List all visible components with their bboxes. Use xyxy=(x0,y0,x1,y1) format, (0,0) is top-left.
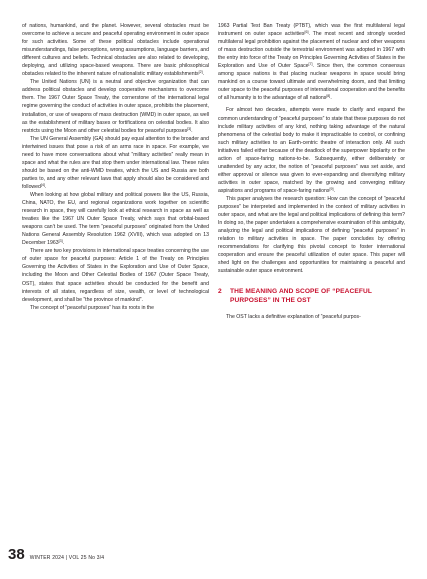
section-title: THE MEANING AND SCOPE OF “PEACEFUL PURPOSES” IN THE OST xyxy=(230,288,372,305)
section-number: 2 xyxy=(218,288,222,296)
paragraph: There are two key provisions in international space treaties concerning the use of outer space for peaceful purposes: Article 1 of the Treaty on Principles Governing the Activities of States in the Exploration and Use of Outer Space, including the Moon and Other Celestial Bodies of 1967 (Outer Space Treaty, OST), states that space activities should be conducted for the benefit and interests of all states, regardless of size, wealth, or level of technological development, and shall be “the province of mankind”. xyxy=(22,248,209,303)
paragraph: of nations, humankind, and the planet. However, several obstacles must be overcome to achieve a secure and peaceful operating environment in outer space for such activities. Some of these political obstacles include operational misunderstandings, false perceptions, wrong assumptions, language barriers, and different cultures and beliefs. Technical obstacles are also related to developing, deploying, and utilizing space-based weapons. There are basic philosophical obstacles related to the inherent nature of nationalistic military establishments[2]. xyxy=(22,23,209,78)
paragraph: For almost two decades, attempts were made to clarify and expand the common understanding of “peaceful purposes” to state that these purposes do not include military activities of any kind, nothing taking advantage of the natural phenomena of the celestial body to make it impracticable to control, or confining such military activities to an Earth-centric theatre of interaction only. All such initiatives failed either because of the deadlock of the superpower bipolarity or the action of space-faring nations-to-be. Subsequently, either deliberately or unattended by any actor, the notion of “peaceful purposes” was set aside, and either approval or silence was given to ever-expanding and diversifying military activities in outer space, matched by the growing and converging military aspirations and programs of space-faring nations[9]. xyxy=(218,107,405,194)
paragraph: The United Nations (UN) is a neutral and objective organization that can address political obstacles and develop cooperative mechanisms to overcome them. The 1967 Outer Space Treaty, the cornerstone of the international legal regime governing the conduct of activities in outer space, prohibits the placement, installation, or use of weapons of mass destruction (WMD) in outer space, as well as the establishment of military bases or fortifications on celestial bodies. It also restricts using the Moon and other celestial bodies for peaceful purposes[3]. xyxy=(22,79,209,134)
paragraph: When looking at how global military and political powers like the US, Russia, China, NATO, the EU, and regional organizations work together on scientific research in space, they will carefully look at ethical research in space as well as treaties like the 1967 UN Outer Space Treaty, which says that orbital-based weapons can’t be used. The term “peaceful purposes” originated from the United Nations General Assembly Resolution 1962 (XVIII), which was adopted on 13 December 1963[3]. xyxy=(22,191,209,247)
page-number: 38 xyxy=(8,546,25,563)
paragraph: The OST lacks a definitive explanation of “peaceful purpos- xyxy=(226,314,361,321)
paragraph: 1963 Partial Test Ban Treaty (PTBT), which was the first multilateral legal instrument on outer space activities[6]. The most recent and strongly worded multilateral legal prohibition against the placement of nuclear and other weapons of mass destruction outside the terrestrial environment was adopted in 1967 with the entry into force of the Treaty on Principles Governing Activities of States in the Exploration and Use of Outer Space[7]. Since then, the common consensus among space nations is that placing nuclear weapons in space would bring mankind on a course toward ultimate and overwhelming doom, and that limiting outer space to the peaceful purposes of international cooperation and the benefits of all humanity is to the advantage of all nations[8]. xyxy=(218,23,405,102)
right-column xyxy=(218,22,405,322)
left-column xyxy=(22,22,209,312)
section-heading xyxy=(218,287,405,305)
paragraph: This paper analyses the research question: How can the concept of “peaceful purposes” be interpreted and implemented in the context of military activities in outer space, and what are the legal and political implications of defining this term? In doing so, the paper undertakes a comprehensive examination of this ambiguity, analyzing the legal and political implications of defining “peaceful purposes” in relation to military activities in space. The paper concludes by offering recommendations for clarifying this pivotal concept to foster international cooperation and ensure the peaceful utilization of outer space. This paper will shed light on the challenges and opportunities for maintaining a peaceful and sustainable outer space environment. xyxy=(218,195,405,275)
page-footer xyxy=(8,546,104,566)
journal-issue: WINTER 2024 | VOL 25 No 3/4 xyxy=(29,555,105,561)
paragraph: The UN General Assembly (GA) should pay equal attention to the broader and intertwined issues that pose a risk of an arms race in space. For example, we need to have more conversations about what “military activities” really mean in space and what the rules are that stop them under international law. These rules should be based on the anti-WMD treaties, which the US and Russia are both parties to, and any other relevant laws that apply should also be considered and followed[4]. xyxy=(22,135,209,190)
paragraph: The concept of “peaceful purposes” has its roots in the xyxy=(30,304,155,311)
